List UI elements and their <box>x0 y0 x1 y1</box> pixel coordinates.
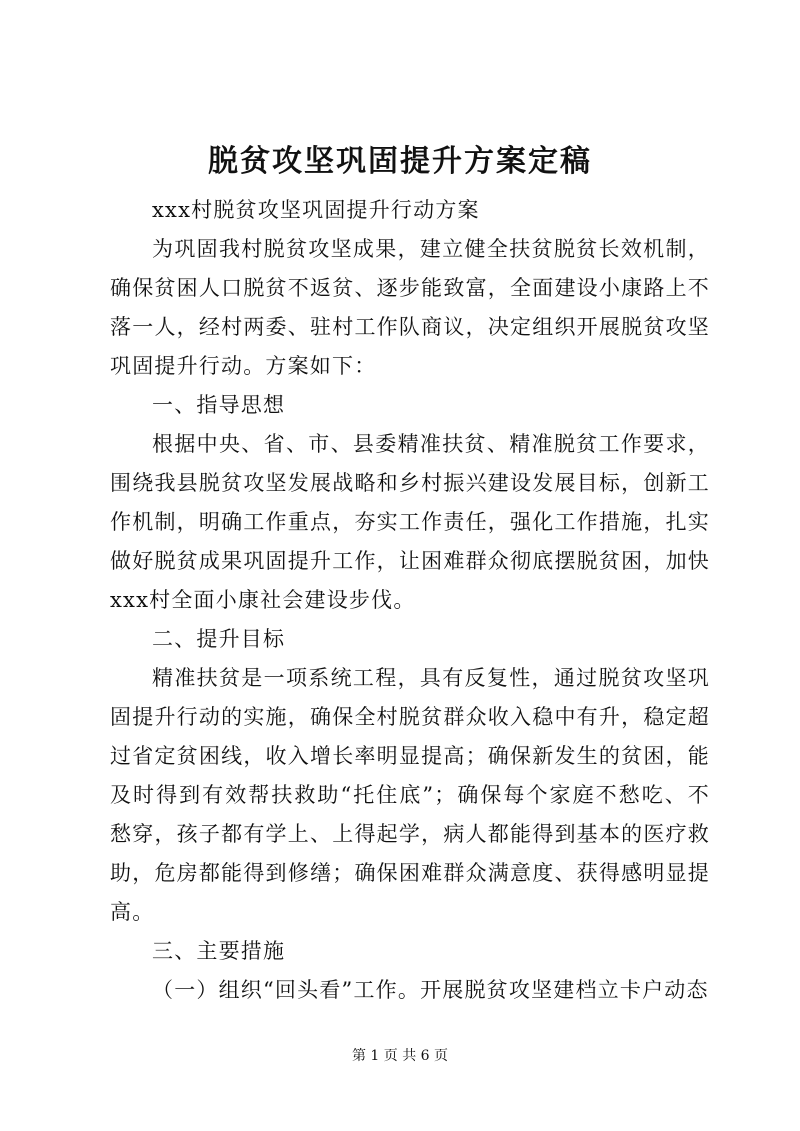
document-subtitle: xxx村脱贫攻坚巩固提升行动方案 <box>152 198 480 222</box>
section-heading-measures: 三、主要措施 <box>152 939 286 963</box>
paragraph-measures-1: （一）组织“回头看”工作。开展脱贫攻坚建档立卡户动态 <box>152 978 709 1002</box>
section-heading-targets: 二、提升目标 <box>152 627 286 651</box>
page-footer: 第 1 页 共 6 页 <box>351 1048 449 1064</box>
section-heading-guiding-thought: 一、指导思想 <box>152 393 286 417</box>
paragraph-intro: 为巩固我村脱贫攻坚成果，建立健全扶贫脱贫长效机制，确保贫困人口脱贫不返贫、逐步能致富，全面建设小康路上不落一人，经村两委、驻村工作队商议，决定组织开展脱贫攻坚巩固提升行动。方案如下： <box>110 237 710 378</box>
paragraph-targets: 精准扶贫是一项系统工程，具有反复性，通过脱贫攻坚巩固提升行动的实施，确保全村脱贫群众收入稳中有升，稳定超过省定贫困线，收入增长率明显提高；确保新发生的贫困，能及时得到有效帮扶救助“托住底”；确保每个家庭不愁吃、不愁穿，孩子都有学上、上得起学，病人都能得到基本的医疗救助，危房都能得到修缮；确保困难群众满意度、获得感明显提高。 <box>110 666 710 924</box>
document-body <box>110 191 710 1010</box>
paragraph-guiding-thought: 根据中央、省、市、县委精准扶贫、精准脱贫工作要求，围绕我县脱贫攻坚发展战略和乡村振兴建设发展目标，创新工作机制，明确工作重点，夯实工作责任，强化工作措施，扎实做好脱贫成果巩固提升工作，让困难群众彻底摆脱贫困，加快xxx村全面小康社会建设步伐。 <box>110 432 710 612</box>
document-title: 脱贫攻坚巩固提升方案定稿 <box>208 144 592 179</box>
